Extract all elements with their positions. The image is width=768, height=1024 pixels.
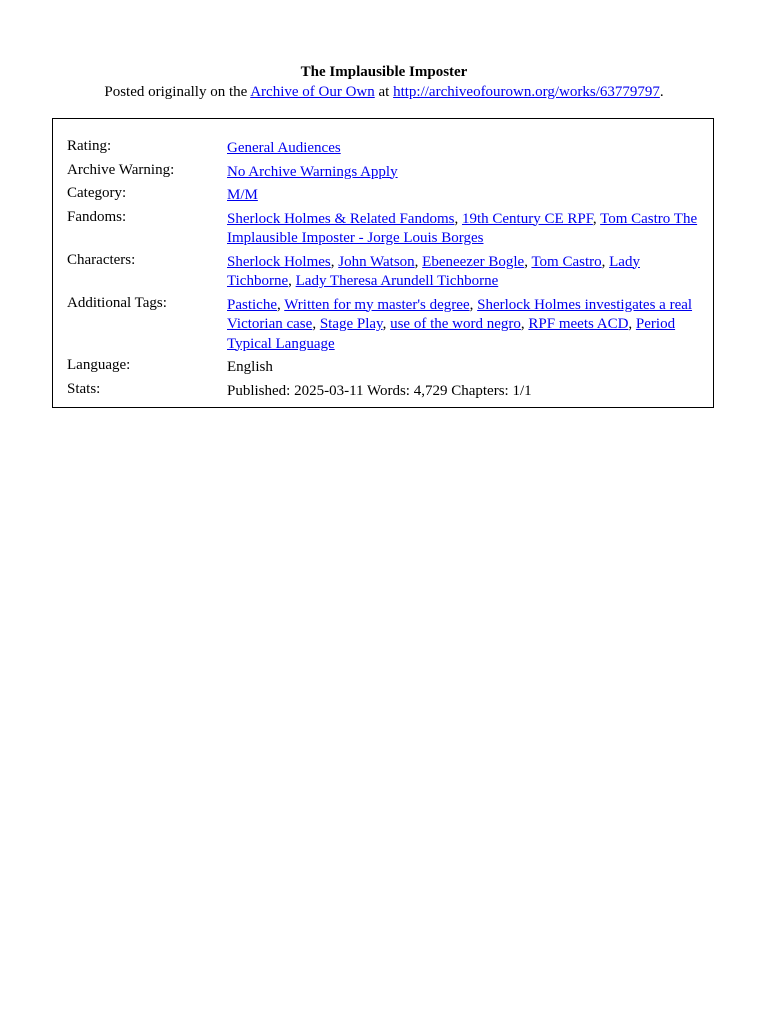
archive-link[interactable]: Archive of Our Own	[250, 84, 375, 100]
tag-separator: ,	[312, 316, 320, 332]
meta-row-rating	[67, 137, 699, 161]
tag-separator: ,	[592, 210, 601, 227]
character-tag-list	[227, 254, 640, 290]
warning-value	[227, 161, 699, 185]
additional-tag-link[interactable]: Stage Play	[319, 316, 383, 332]
category-tag-link[interactable]: M/M	[227, 187, 258, 203]
fandom-tag-link[interactable]: 19th Century CE RPF	[461, 210, 593, 227]
tag-separator: ,	[520, 316, 529, 332]
stats-label: Stats:	[67, 380, 101, 397]
work-header	[0, 62, 768, 102]
meta-row-fandoms	[67, 208, 699, 251]
meta-table	[67, 137, 699, 403]
posted-suffix: .	[659, 84, 664, 100]
tag-separator: ,	[382, 316, 391, 332]
character-tag-link[interactable]: Tom Castro	[531, 253, 602, 270]
rating-label: Rating:	[67, 138, 112, 154]
rating-tag-list	[227, 140, 341, 156]
character-tag-link[interactable]: Lady Theresa Arundell Tichborne	[295, 273, 499, 289]
tag-separator: ,	[628, 316, 636, 332]
character-tag-link[interactable]: John Watson	[338, 253, 415, 270]
language-value: English	[227, 359, 273, 375]
posted-mid: at	[374, 84, 394, 100]
meta-row-warning	[67, 161, 699, 185]
rating-value	[227, 137, 699, 161]
meta-row-additional-tags	[67, 294, 699, 357]
language-label: Language:	[67, 357, 131, 373]
fandom-tag-link[interactable]: Tom Castro The Implausible Imposter - Jorge Louis Borges	[227, 210, 698, 246]
tag-separator: ,	[454, 210, 462, 227]
category-value	[227, 184, 699, 208]
character-tag-link[interactable]: Ebeneezer Bogle	[422, 253, 525, 270]
meta-box	[52, 118, 714, 408]
fandom-tag-list	[227, 211, 697, 247]
additional-tag-link[interactable]: Pastiche	[227, 296, 277, 313]
work-url-link[interactable]: http://archiveofourown.org/works/63779797	[393, 84, 660, 100]
additional-tags-value	[227, 294, 699, 357]
character-tag-link[interactable]: Sherlock Holmes	[227, 253, 331, 270]
characters-label: Characters:	[67, 251, 136, 268]
tag-separator: ,	[277, 296, 285, 313]
warning-tag-list	[227, 164, 398, 180]
warning-tag-link[interactable]: No Archive Warnings Apply	[227, 163, 398, 180]
tag-separator: ,	[414, 253, 423, 270]
stats-value: Published: 2025-03-11 Words: 4,729 Chapters: 1/1	[227, 382, 532, 399]
meta-row-category	[67, 184, 699, 208]
posted-line	[0, 82, 768, 102]
characters-value	[227, 251, 699, 294]
warning-label: Archive Warning:	[67, 161, 175, 178]
tag-separator: ,	[469, 296, 478, 313]
additional-tag-link[interactable]: Period Typical Language	[227, 316, 676, 352]
additional-tag-link[interactable]: Written for my master's degree	[284, 296, 470, 313]
work-title: The Implausible Imposter	[300, 64, 468, 80]
category-tag-list	[227, 187, 258, 203]
tag-separator: ,	[288, 273, 296, 289]
category-label: Category:	[67, 185, 127, 201]
additional-tags-label: Additional Tags:	[67, 294, 167, 311]
character-tag-link[interactable]: Lady Tichborne	[227, 253, 640, 289]
meta-row-language	[67, 356, 699, 380]
additional-tag-list	[227, 297, 692, 352]
tag-separator: ,	[524, 253, 532, 270]
additional-tag-link[interactable]: Sherlock Holmes investigates a real Victorian case	[227, 296, 693, 332]
additional-tag-link[interactable]: RPF meets ACD	[528, 316, 629, 332]
fandoms-label: Fandoms:	[67, 208, 127, 225]
rating-tag-link[interactable]: General Audiences	[227, 140, 341, 156]
fandom-tag-link[interactable]: Sherlock Holmes & Related Fandoms	[227, 210, 455, 227]
tag-separator: ,	[601, 253, 610, 270]
meta-row-characters	[67, 251, 699, 294]
additional-tag-link[interactable]: use of the word negro	[390, 316, 521, 332]
meta-row-stats	[67, 380, 699, 404]
fandoms-value	[227, 208, 699, 251]
tag-separator: ,	[330, 253, 339, 270]
posted-prefix: Posted originally on the	[104, 84, 251, 100]
